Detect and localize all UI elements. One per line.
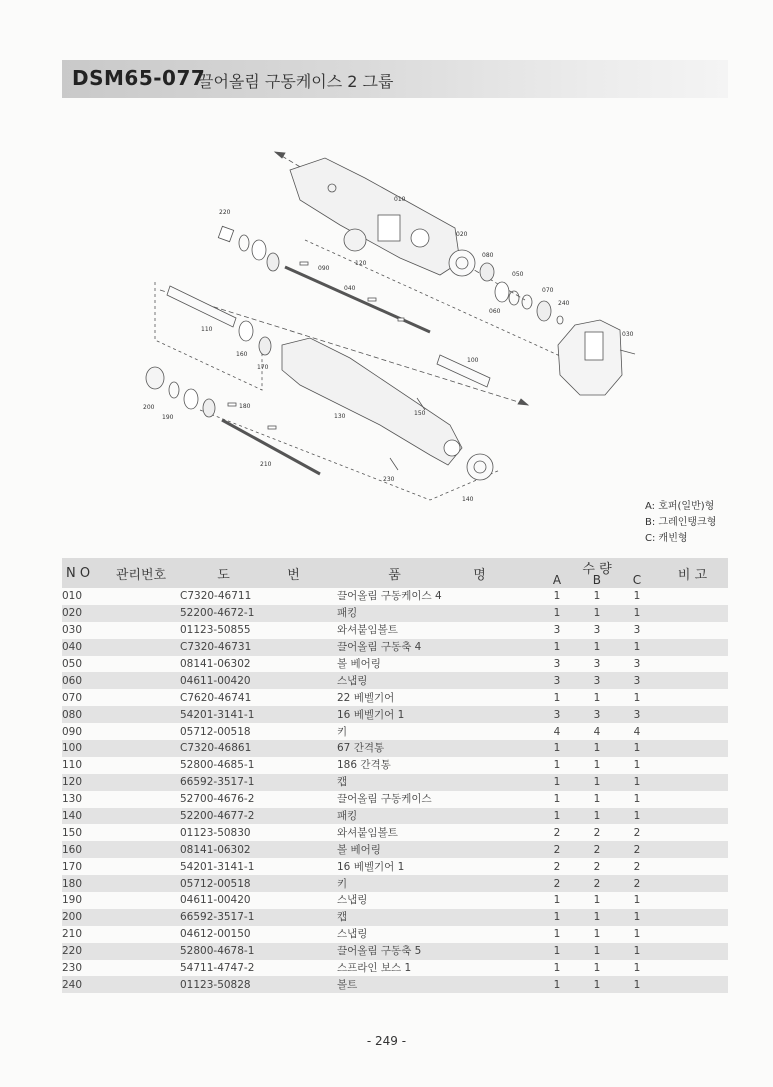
qty-b: 2	[593, 826, 601, 839]
row-mgmt-no	[102, 639, 180, 656]
row-remarks	[657, 808, 728, 825]
qty-a: 1	[553, 911, 561, 924]
row-part-number: 04611-00420	[180, 894, 251, 907]
qty-b: 2	[593, 860, 601, 873]
row-remarks	[657, 875, 728, 892]
row-quantity	[537, 976, 657, 993]
table-row	[62, 791, 728, 808]
col-part-name: 품 명	[337, 558, 537, 588]
callout-220: 220	[219, 209, 231, 216]
row-no: 210	[62, 928, 83, 941]
row-part-number: 05712-00518	[180, 875, 337, 892]
parts-table	[62, 558, 728, 993]
row-no: 120	[62, 774, 102, 791]
row-remarks	[657, 824, 728, 841]
qty-b: 3	[593, 624, 601, 637]
row-remarks	[657, 605, 728, 622]
row-mgmt-no	[102, 740, 180, 757]
row-part-number: 52800-4678-1	[180, 943, 337, 960]
qty-a: 3	[553, 624, 561, 637]
row-no: 110	[62, 759, 83, 772]
qty-b: 1	[593, 928, 601, 941]
row-no: 160	[62, 841, 102, 858]
row-mgmt-no	[102, 588, 180, 605]
callout-080: 080	[482, 252, 494, 259]
table-row	[62, 926, 728, 943]
qty-c: 1	[633, 978, 641, 991]
row-quantity	[537, 791, 657, 808]
row-no: 080	[62, 706, 102, 723]
qty-c: 4	[633, 725, 641, 738]
row-part-name: 22 베벨기어	[337, 691, 395, 704]
row-mgmt-no	[102, 960, 180, 977]
row-mgmt-no	[102, 672, 180, 689]
qty-b: 3	[593, 708, 601, 721]
row-mgmt-no	[102, 892, 180, 909]
table-row	[62, 841, 728, 858]
table-row	[62, 976, 728, 993]
qty-a: 3	[553, 658, 561, 670]
row-mgmt-no	[102, 774, 180, 791]
row-part-name: 볼 베어링	[337, 658, 381, 670]
row-mgmt-no	[102, 605, 180, 622]
qty-b: 1	[593, 607, 601, 620]
qty-b: 1	[593, 911, 601, 924]
callout-110: 110	[201, 326, 213, 333]
callout-170: 170	[257, 364, 269, 371]
row-part-number: C7320-46731	[180, 639, 337, 656]
row-remarks	[657, 689, 728, 706]
row-mgmt-no	[102, 943, 180, 960]
row-part-name: 와셔붙임볼트	[337, 826, 398, 839]
row-part-name: 16 베벨기어 1	[337, 706, 537, 723]
row-part-name: 67 간격통	[337, 740, 537, 757]
row-part-name: 끌어올림 구동케이스 4	[337, 590, 442, 603]
callout-120: 120	[355, 260, 367, 267]
qty-b: 1	[593, 759, 601, 772]
callout-030: 030	[622, 331, 634, 338]
row-part-number: C7320-46711	[180, 590, 252, 603]
table-row	[62, 723, 728, 740]
row-no: 090	[62, 725, 83, 738]
table-row	[62, 622, 728, 639]
row-no: 150	[62, 826, 83, 839]
qty-b: 1	[593, 810, 601, 823]
row-remarks	[657, 926, 728, 943]
qty-c: 1	[633, 945, 641, 958]
qty-c: 2	[633, 860, 641, 873]
row-mgmt-no	[102, 976, 180, 993]
row-remarks	[657, 791, 728, 808]
row-part-number: C7620-46741	[180, 691, 252, 704]
row-remarks	[657, 960, 728, 977]
row-part-name: 스냅링	[337, 928, 368, 941]
qty-c: 1	[633, 607, 641, 620]
qty-a: 4	[553, 725, 561, 738]
qty-c: 1	[633, 776, 641, 789]
row-part-name: 캡	[337, 909, 537, 926]
qty-c: 1	[633, 810, 641, 823]
qty-a: 3	[553, 708, 561, 721]
row-mgmt-no	[102, 808, 180, 825]
qty-b: 2	[593, 843, 601, 856]
table-row	[62, 740, 728, 757]
row-remarks	[657, 976, 728, 993]
table-row	[62, 588, 728, 605]
row-part-name: 끌어올림 구동축 5	[337, 943, 537, 960]
row-no: 070	[62, 691, 83, 704]
qty-a: 1	[553, 641, 561, 654]
row-quantity	[537, 875, 657, 892]
qty-a: 2	[553, 860, 561, 873]
row-quantity	[537, 824, 657, 841]
row-quantity	[537, 622, 657, 639]
qty-b: 1	[593, 793, 601, 806]
qty-b: 1	[593, 742, 601, 755]
table-row	[62, 892, 728, 909]
row-part-number: 04612-00150	[180, 928, 251, 941]
row-mgmt-no	[102, 824, 180, 841]
callout-060: 060	[489, 308, 501, 315]
row-part-name: 16 베벨기어 1	[337, 860, 405, 873]
qty-b: 1	[593, 691, 601, 704]
qty-a: 1	[553, 945, 561, 958]
row-no: 010	[62, 590, 83, 603]
qty-c: 3	[633, 658, 641, 670]
row-remarks	[657, 706, 728, 723]
parts-table-body	[62, 588, 728, 993]
row-part-number: 54201-3141-1	[180, 706, 337, 723]
qty-c: 2	[633, 826, 641, 839]
qty-c: 3	[633, 674, 641, 687]
qty-a: 1	[553, 793, 561, 806]
row-mgmt-no	[102, 875, 180, 892]
row-part-number: 01123-50828	[180, 976, 337, 993]
qty-c: 1	[633, 793, 641, 806]
table-row	[62, 960, 728, 977]
row-part-number: 54201-3141-1	[180, 860, 255, 873]
row-part-name: 볼트	[337, 976, 537, 993]
qty-a: 1	[553, 691, 561, 704]
row-part-name: 와셔붙임볼트	[337, 624, 398, 637]
table-row	[62, 639, 728, 656]
row-no: 130	[62, 793, 83, 806]
row-remarks	[657, 672, 728, 689]
row-quantity	[537, 740, 657, 757]
row-part-name: 스냅링	[337, 894, 368, 907]
table-row	[62, 706, 728, 723]
qty-c: 1	[633, 759, 641, 772]
row-no: 200	[62, 909, 102, 926]
qty-a: 1	[553, 607, 561, 620]
upper-drive-case-shape	[290, 158, 460, 275]
table-row	[62, 858, 728, 875]
qty-a: 3	[553, 674, 561, 687]
row-mgmt-no	[102, 757, 180, 774]
row-no: 170	[62, 860, 83, 873]
row-remarks	[657, 892, 728, 909]
qty-b: 3	[593, 674, 601, 687]
row-part-name: 키	[337, 875, 537, 892]
row-part-number: 04611-00420	[180, 672, 337, 689]
qty-b: 1	[593, 945, 601, 958]
qty-a: 1	[553, 759, 561, 772]
col-mgmt-no: 관리번호	[102, 558, 180, 588]
col-quantity: 수 량 A B C	[537, 558, 657, 588]
row-quantity	[537, 808, 657, 825]
row-quantity	[537, 672, 657, 689]
legend-a: A: 호퍼(일반)형	[645, 501, 715, 512]
row-quantity	[537, 639, 657, 656]
qty-b: 1	[593, 894, 601, 907]
row-remarks	[657, 639, 728, 656]
row-mgmt-no	[102, 656, 180, 673]
row-part-number: 01123-50855	[180, 624, 251, 637]
row-no: 140	[62, 808, 102, 825]
qty-c: 1	[633, 590, 641, 603]
row-part-name: 끌어올림 구동축 4	[337, 639, 537, 656]
qty-c: 1	[633, 911, 641, 924]
callout-040: 040	[344, 285, 356, 292]
row-no: 020	[62, 605, 102, 622]
row-no: 050	[62, 658, 83, 670]
row-quantity	[537, 858, 657, 875]
row-part-name: 볼 베어링	[337, 841, 537, 858]
table-row	[62, 689, 728, 706]
qty-b: 2	[593, 877, 601, 890]
row-part-number: 66592-3517-1	[180, 774, 337, 791]
row-part-number: 05712-00518	[180, 725, 251, 738]
row-no: 220	[62, 943, 102, 960]
row-part-name: 키	[337, 725, 348, 738]
table-row	[62, 774, 728, 791]
row-part-number: 52200-4677-2	[180, 808, 337, 825]
qty-b: 1	[593, 978, 601, 991]
row-quantity	[537, 706, 657, 723]
row-part-name: 186 간격통	[337, 759, 391, 772]
row-part-number: 01123-50830	[180, 826, 251, 839]
legend-c: C: 캐빈형	[645, 533, 688, 544]
row-no: 100	[62, 740, 102, 757]
callout-100: 100	[467, 357, 479, 364]
qty-a-header: A	[552, 573, 562, 587]
row-remarks	[657, 656, 728, 673]
row-part-name: 패킹	[337, 808, 537, 825]
qty-c-header: C	[632, 573, 642, 587]
row-no: 190	[62, 894, 83, 907]
callout-140: 140	[462, 496, 474, 503]
callout-150: 150	[414, 410, 426, 417]
row-part-name: 스프라인 보스 1	[337, 962, 412, 975]
row-mgmt-no	[102, 926, 180, 943]
page-number: - 249 -	[366, 1034, 407, 1048]
col-no: N O	[62, 558, 102, 588]
row-remarks	[657, 588, 728, 605]
qty-c: 2	[633, 843, 641, 856]
group-title: 끌어올림 구동케이스 2 그룹	[198, 72, 394, 91]
callout-240: 240	[558, 300, 570, 307]
row-quantity	[537, 689, 657, 706]
row-part-number: 66592-3517-1	[180, 909, 337, 926]
row-remarks	[657, 740, 728, 757]
callout-020: 020	[456, 231, 468, 238]
table-header-row	[62, 558, 728, 588]
qty-a: 1	[553, 978, 561, 991]
row-quantity	[537, 960, 657, 977]
qty-c: 3	[633, 708, 641, 721]
row-remarks	[657, 943, 728, 960]
callout-160: 160	[236, 351, 248, 358]
legend-b: B: 그레인탱크형	[645, 517, 717, 528]
row-no: 180	[62, 875, 102, 892]
table-row	[62, 909, 728, 926]
table-row	[62, 605, 728, 622]
row-mgmt-no	[102, 791, 180, 808]
row-part-number: 08141-06302	[180, 658, 251, 670]
row-quantity	[537, 892, 657, 909]
callout-010: 010	[394, 196, 406, 203]
row-part-number: C7320-46861	[180, 740, 337, 757]
row-remarks	[657, 841, 728, 858]
row-no: 060	[62, 672, 102, 689]
callout-200: 200	[143, 404, 155, 411]
qty-b: 1	[593, 641, 601, 654]
variant-legend	[645, 499, 716, 547]
qty-a: 1	[553, 776, 561, 789]
row-part-number: 52800-4685-1	[180, 759, 255, 772]
qty-b: 4	[593, 725, 601, 738]
qty-c: 1	[633, 928, 641, 941]
table-row	[62, 656, 728, 673]
callout-050: 050	[512, 271, 524, 278]
table-row	[62, 808, 728, 825]
row-no: 030	[62, 624, 83, 637]
qty-b: 1	[593, 776, 601, 789]
qty-c: 2	[633, 877, 641, 890]
row-remarks	[657, 774, 728, 791]
qty-a: 2	[553, 843, 561, 856]
row-mgmt-no	[102, 841, 180, 858]
row-quantity	[537, 841, 657, 858]
row-remarks	[657, 622, 728, 639]
qty-c: 1	[633, 742, 641, 755]
col-remarks: 비 고	[657, 558, 728, 588]
table-row	[62, 943, 728, 960]
qty-c: 1	[633, 962, 641, 975]
callout-190: 190	[162, 414, 174, 421]
row-mgmt-no	[102, 909, 180, 926]
row-part-name: 스냅링	[337, 672, 537, 689]
row-part-name: 끌어올림 구동케이스	[337, 793, 432, 806]
row-mgmt-no	[102, 706, 180, 723]
row-part-number: 52700-4676-2	[180, 793, 255, 806]
callout-230: 230	[383, 476, 395, 483]
qty-c: 1	[633, 641, 641, 654]
group-code: DSM65-077	[72, 66, 206, 90]
row-quantity	[537, 588, 657, 605]
row-no: 040	[62, 639, 102, 656]
table-row	[62, 824, 728, 841]
row-quantity	[537, 723, 657, 740]
row-quantity	[537, 605, 657, 622]
table-row	[62, 672, 728, 689]
qty-b: 1	[593, 590, 601, 603]
callout-090: 090	[318, 265, 330, 272]
col-drawing-no: 도 번	[180, 558, 337, 588]
row-part-name: 캡	[337, 774, 537, 791]
callout-130: 130	[334, 413, 346, 420]
callout-180: 180	[239, 403, 251, 410]
row-remarks	[657, 909, 728, 926]
row-quantity	[537, 757, 657, 774]
row-remarks	[657, 858, 728, 875]
qty-a: 1	[553, 810, 561, 823]
row-quantity	[537, 943, 657, 960]
row-part-number: 52200-4672-1	[180, 605, 337, 622]
qty-a: 2	[553, 826, 561, 839]
qty-b-header: B	[592, 573, 602, 587]
callout-210: 210	[260, 461, 272, 468]
callout-070: 070	[542, 287, 554, 294]
qty-c: 1	[633, 894, 641, 907]
row-part-number: 08141-06302	[180, 841, 337, 858]
row-no: 230	[62, 962, 83, 975]
row-quantity	[537, 926, 657, 943]
qty-b: 1	[593, 962, 601, 975]
table-row	[62, 757, 728, 774]
row-remarks	[657, 757, 728, 774]
qty-a: 2	[553, 877, 561, 890]
row-part-name: 패킹	[337, 605, 537, 622]
table-row	[62, 875, 728, 892]
qty-a: 1	[553, 742, 561, 755]
row-quantity	[537, 656, 657, 673]
qty-a: 1	[553, 894, 561, 907]
row-mgmt-no	[102, 858, 180, 875]
qty-a: 1	[553, 928, 561, 941]
row-mgmt-no	[102, 622, 180, 639]
qty-a: 1	[553, 590, 561, 603]
qty-c: 1	[633, 691, 641, 704]
row-quantity	[537, 774, 657, 791]
row-quantity	[537, 909, 657, 926]
qty-c: 3	[633, 624, 641, 637]
row-mgmt-no	[102, 689, 180, 706]
qty-b: 3	[593, 658, 601, 670]
lower-axis-arrow	[518, 399, 528, 405]
row-mgmt-no	[102, 723, 180, 740]
qty-a: 1	[553, 962, 561, 975]
row-part-number: 54711-4747-2	[180, 962, 255, 975]
row-no: 240	[62, 976, 102, 993]
row-remarks	[657, 723, 728, 740]
